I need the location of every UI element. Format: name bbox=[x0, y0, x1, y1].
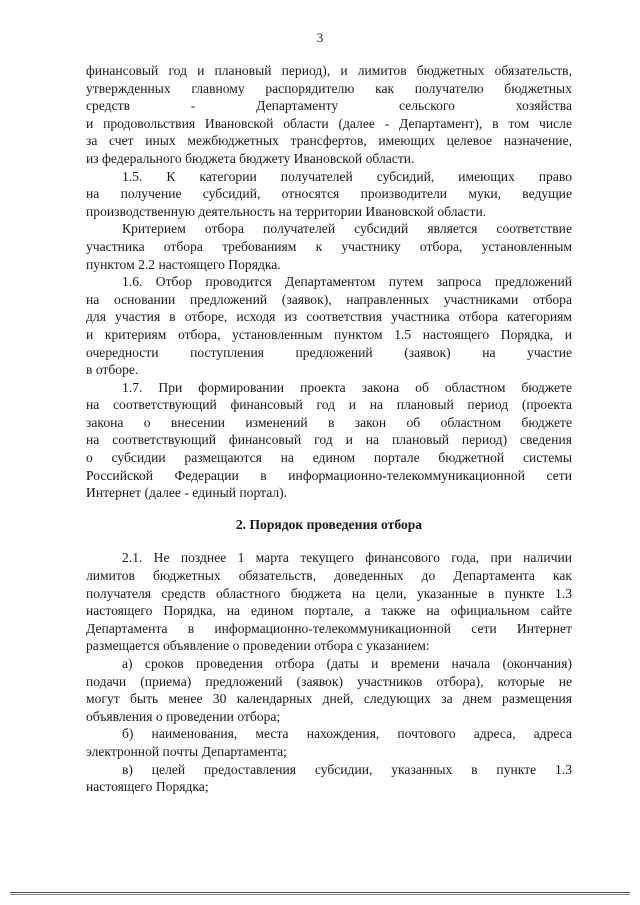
text-line: лимитов бюджетных обязательств, доведенных до Департамента как bbox=[86, 568, 572, 584]
text-line: утвержденных главному распорядителю как получателю бюджетных bbox=[86, 80, 572, 96]
document-body bbox=[86, 62, 572, 796]
text-line: участника отбора требованиям к участнику отбора, установленным bbox=[86, 238, 572, 254]
text-line: получателя средств областного бюджета на цели, указанные в пункте 1.3 bbox=[86, 585, 572, 601]
text-line: пунктом 2.2 настоящего Порядка. bbox=[86, 256, 281, 272]
section-1-text bbox=[86, 62, 572, 502]
text-line: для участия в отборе, исходя из соответствия участника отбора категориям bbox=[86, 309, 572, 325]
text-line: Интернет (далее - единый портал). bbox=[86, 485, 288, 501]
text-line: а) сроков проведения отбора (даты и времени начала (окончания) bbox=[122, 656, 572, 671]
text-line: средств - Департаменту сельского хозяйства bbox=[86, 98, 572, 114]
text-line: 2.1. Не позднее 1 марта текущего финансового года, при наличии bbox=[122, 550, 572, 566]
text-line: на соответствующий финансовый год и на плановый период (проекта bbox=[86, 397, 572, 413]
text-line: закона о внесении изменений в закон об областном бюджете bbox=[86, 414, 572, 430]
text-line: на основании предложений (заявок), направленных участниками отбора bbox=[86, 291, 572, 307]
text-line: 1.7. При формировании проекта закона об областном бюджете bbox=[122, 379, 572, 395]
page-number: 3 bbox=[316, 30, 324, 45]
text-line: объявления о проведении отбора; bbox=[86, 708, 281, 724]
text-line: очередности поступления предложений (заявок) на участие bbox=[86, 344, 572, 360]
text-line: в отборе. bbox=[86, 362, 139, 378]
section-heading: 2. Порядок проведения отбора bbox=[235, 516, 423, 532]
section-2-text bbox=[86, 549, 572, 795]
text-line: производственную деятельность на территории Ивановской области. bbox=[86, 203, 487, 219]
text-line: финансовый год и плановый период), и лимитов бюджетных обязательств, bbox=[86, 63, 572, 78]
text-line: на соответствующий финансовый год и на плановый период) сведения bbox=[86, 432, 572, 448]
text-line: Российской Федерации в информационно-телекоммуникационной сети bbox=[86, 467, 572, 483]
text-line: в) целей предоставления субсидии, указанных в пункте 1.3 bbox=[122, 761, 572, 777]
text-line: могут быть менее 30 календарных дней, следующих за днем размещения bbox=[86, 691, 572, 707]
text-line: б) наименования, места нахождения, почтового адреса, адреса bbox=[122, 726, 572, 742]
text-line: подачи (приема) предложений (заявок) участников отбора), которые не bbox=[86, 673, 572, 689]
text-line: Департамента в информационно-телекоммуникационной сети Интернет bbox=[86, 620, 572, 636]
text-line: из федерального бюджета бюджету Ивановской области. bbox=[86, 150, 415, 166]
text-line: за счет иных межбюджетных трансфертов, имеющих целевое назначение, bbox=[86, 133, 572, 149]
text-line: и продовольствия Ивановской области (далее - Департамент), в том числе bbox=[86, 115, 572, 131]
text-line: Критерием отбора получателей субсидий является соответствие bbox=[122, 221, 572, 237]
text-line: 1.6. Отбор проводится Департаментом путем запроса предложений bbox=[122, 274, 572, 290]
text-line: и критериям отбора, установленным пунктом 1.5 настоящего Порядка, и bbox=[86, 326, 572, 342]
text-line: настоящего Порядка; bbox=[86, 779, 209, 795]
text-line: электронной почты Департамента; bbox=[86, 743, 287, 759]
text-line: о субсидии размещаются на едином портале бюджетной системы bbox=[86, 450, 572, 466]
text-line: настоящего Порядка, на едином портале, а также на официальном сайте bbox=[86, 603, 572, 619]
text-line: размещается объявление о проведении отбора с указанием: bbox=[86, 638, 430, 654]
text-line: 1.5. К категории получателей субсидий, имеющих право bbox=[122, 168, 572, 184]
text-line: на получение субсидий, относятся производители муки, ведущие bbox=[86, 186, 572, 202]
bottom-border-line bbox=[0, 892, 640, 895]
